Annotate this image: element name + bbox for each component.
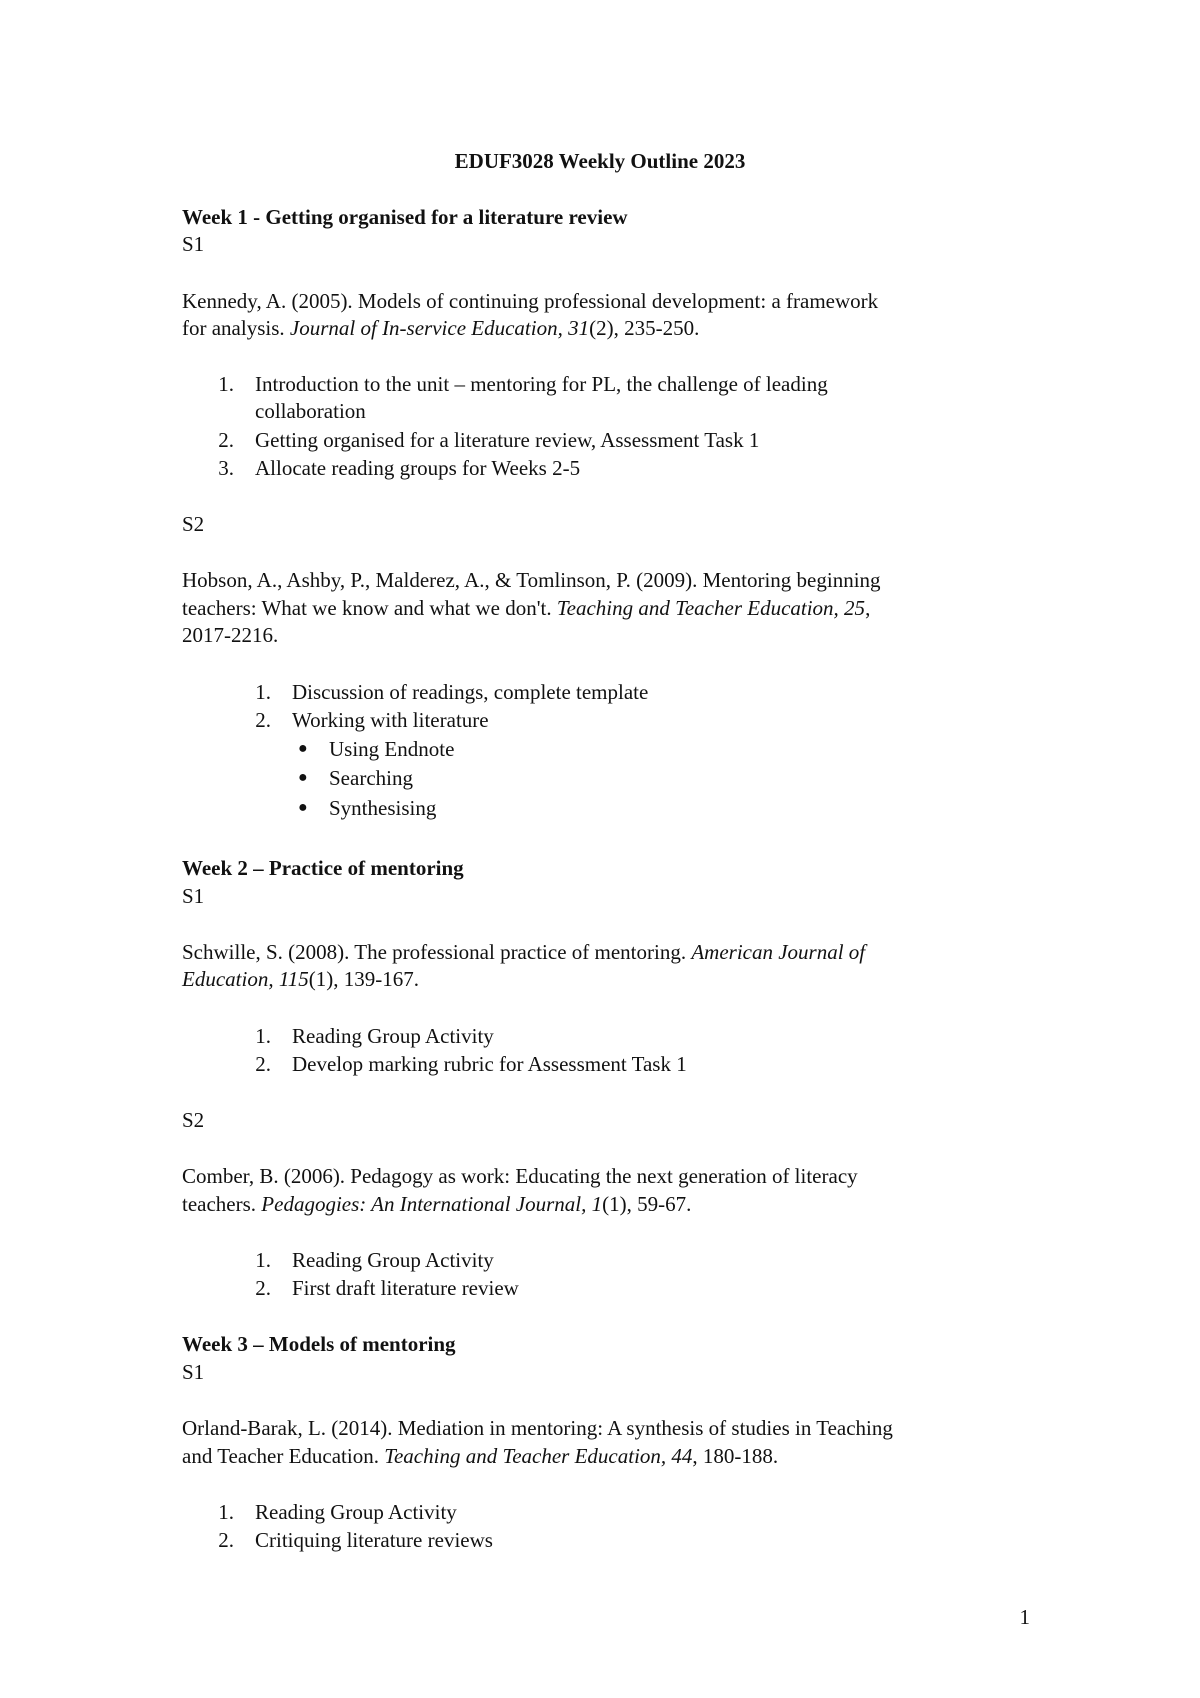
week-1-heading: Week 1 - Getting organised for a literature review	[182, 205, 628, 229]
list-number: 1.	[255, 1024, 271, 1048]
list-number: 3.	[218, 456, 234, 480]
list-number: 1.	[218, 1500, 234, 1524]
list-item: Allocate reading groups for Weeks 2-5	[255, 456, 581, 480]
list-number: 2.	[218, 1528, 234, 1552]
list-item: Working with literature	[292, 708, 489, 732]
week-2-s1-reference-line2: Education, 115(1), 139-167.	[182, 967, 419, 991]
bullet-item: Searching	[329, 766, 413, 790]
list-item: Reading Group Activity	[255, 1500, 457, 1524]
list-number: 1.	[255, 1248, 271, 1272]
list-item: Reading Group Activity	[292, 1024, 494, 1048]
week-2-s2-label: S2	[182, 1108, 205, 1132]
document-title: EDUF3028 Weekly Outline 2023	[454, 149, 746, 173]
list-number: 1.	[218, 372, 234, 396]
week-1-s2-reference-line1: Hobson, A., Ashby, P., Malderez, A., & Tomlinson, P. (2009). Mentoring beginning	[182, 568, 881, 592]
journal-title: American Journal of	[691, 940, 866, 964]
week-3-s1-reference-line2: and Teacher Education. Teaching and Teacher Education, 44, 180-188.	[182, 1444, 779, 1468]
week-3-heading: Week 3 – Models of mentoring	[182, 1332, 456, 1356]
list-item: Critiquing literature reviews	[255, 1528, 493, 1552]
bullet-icon: ●	[298, 769, 308, 786]
journal-title: Journal of In-service Education, 31	[289, 316, 590, 340]
list-item: Develop marking rubric for Assessment Task 1	[292, 1052, 687, 1076]
week-1-s2-reference-line2: teachers: What we know and what we don't. Teaching and Teacher Education, 25,	[182, 596, 871, 620]
week-2-s2-reference-line1: Comber, B. (2006). Pedagogy as work: Educating the next generation of literacy	[182, 1164, 858, 1188]
week-1-s1-reference-line1: Kennedy, A. (2005). Models of continuing professional development: a framework	[182, 289, 879, 313]
list-number: 2.	[255, 708, 271, 732]
list-item: Discussion of readings, complete template	[292, 680, 649, 704]
journal-title: Education, 115	[182, 967, 309, 991]
list-number: 2.	[255, 1276, 271, 1300]
list-item: First draft literature review	[292, 1276, 519, 1300]
list-number: 1.	[255, 680, 271, 704]
week-2-s2-reference-line2: teachers. Pedagogies: An International Journal, 1(1), 59-67.	[182, 1192, 692, 1216]
week-1-s2-reference-line3: 2017-2216.	[182, 623, 279, 647]
week-3-s1-label: S1	[182, 1360, 205, 1384]
list-number: 2.	[255, 1052, 271, 1076]
list-item: Getting organised for a literature review, Assessment Task 1	[255, 428, 760, 452]
list-number: 2.	[218, 428, 234, 452]
page-number: 1	[1019, 1605, 1030, 1629]
bullet-icon: ●	[298, 740, 308, 757]
bullet-item: Synthesising	[329, 796, 437, 820]
week-1-s2-label: S2	[182, 512, 205, 536]
week-2-heading: Week 2 – Practice of mentoring	[182, 856, 464, 880]
journal-title: Pedagogies: An International Journal, 1	[261, 1192, 603, 1216]
list-item-continuation: collaboration	[255, 399, 366, 423]
week-1-s1-reference-line2: for analysis. Journal of In-service Education, 31(2), 235-250.	[182, 316, 700, 340]
week-2-s1-reference-line1: Schwille, S. (2008). The professional practice of mentoring. American Journal of	[182, 940, 866, 964]
week-1-s1-label: S1	[182, 232, 205, 256]
week-2-s1-label: S1	[182, 884, 205, 908]
list-item: Introduction to the unit – mentoring for PL, the challenge of leading	[255, 372, 828, 396]
week-3-s1-reference-line1: Orland-Barak, L. (2014). Mediation in mentoring: A synthesis of studies in Teaching	[182, 1416, 893, 1440]
journal-title: Teaching and Teacher Education, 44	[384, 1444, 693, 1468]
bullet-icon: ●	[298, 799, 308, 816]
journal-title: Teaching and Teacher Education, 25	[556, 596, 866, 620]
bullet-item: Using Endnote	[329, 737, 455, 761]
list-item: Reading Group Activity	[292, 1248, 494, 1272]
